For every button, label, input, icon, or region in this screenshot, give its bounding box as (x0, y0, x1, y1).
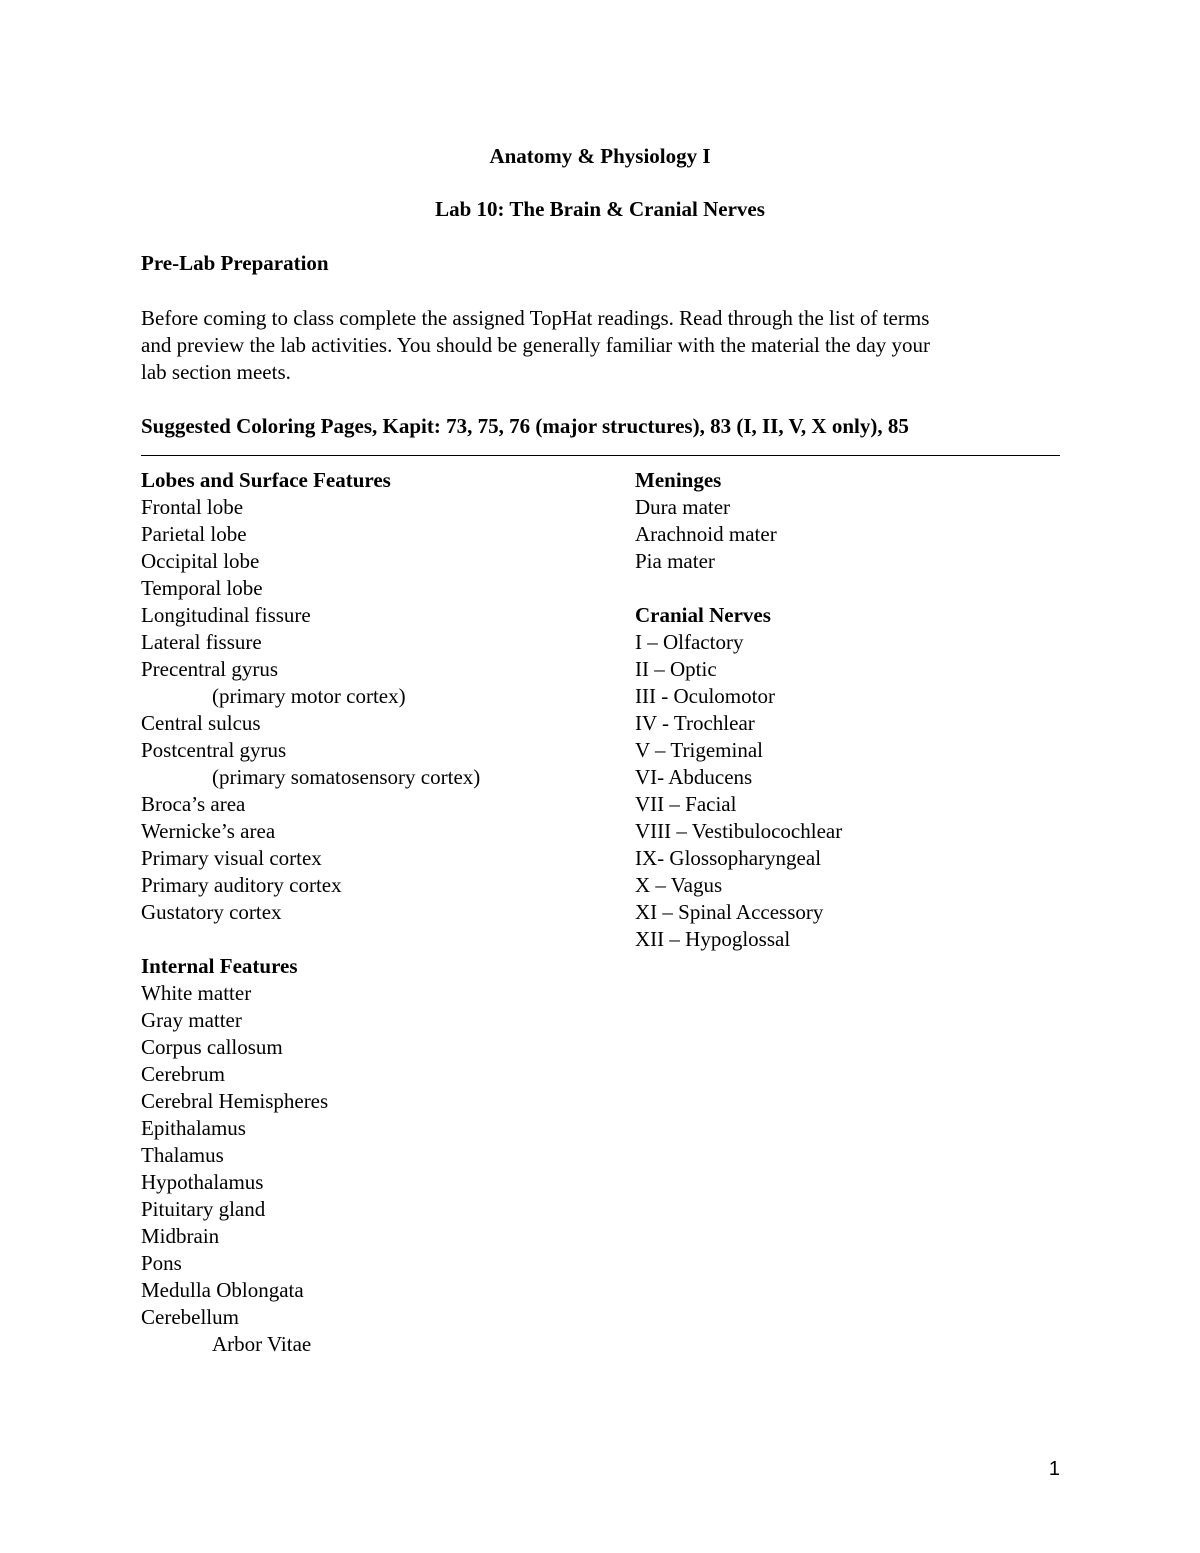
term-item: Precentral gyrus (141, 657, 279, 681)
spacer (141, 926, 611, 953)
term-item: White matter (141, 981, 252, 1005)
page-number: 1 (1048, 1458, 1060, 1480)
term-item: Cerebrum (141, 1062, 225, 1086)
term-item: Gustatory cortex (141, 900, 282, 924)
cranial-nerve-item: X – Vagus (635, 873, 723, 897)
course-title: Anatomy & Physiology I (489, 144, 711, 168)
cranial-nerve-item: III - Oculomotor (635, 684, 775, 708)
term-item: Broca’s area (141, 792, 246, 816)
prelab-line: lab section meets. (141, 360, 291, 384)
term-item: Arachnoid mater (635, 522, 777, 546)
left-column (141, 467, 611, 1358)
term-subitem: (primary somatosensory cortex) (212, 765, 481, 789)
term-item: Hypothalamus (141, 1170, 264, 1194)
term-item: Occipital lobe (141, 549, 260, 573)
cranial-nerve-item: VI- Abducens (635, 765, 753, 789)
cranial-nerve-item: IX- Glossopharyngeal (635, 846, 822, 870)
cranial-nerve-item: V – Trigeminal (635, 738, 763, 762)
prelab-line: Before coming to class complete the assigned TopHat readings. Read through the list of terms (141, 306, 930, 330)
term-item: Longitudinal fissure (141, 603, 311, 627)
meninges-heading: Meninges (635, 468, 722, 492)
cranial-nerve-item: VII – Facial (635, 792, 737, 816)
cranial-nerve-item: XI – Spinal Accessory (635, 900, 824, 924)
prelab-line: and preview the lab activities. You should be generally familiar with the material the day your (141, 333, 931, 357)
term-item: Lateral fissure (141, 630, 262, 654)
term-subitem: (primary motor cortex) (212, 684, 406, 708)
term-item: Cerebral Hemispheres (141, 1089, 329, 1113)
spacer (635, 575, 1055, 602)
term-item: Central sulcus (141, 711, 261, 735)
cranial-nerve-item: II – Optic (635, 657, 717, 681)
coloring-pages-heading: Suggested Coloring Pages, Kapit: 73, 75, 76 (major structures), 83 (I, II, V, X only), 85 (141, 414, 909, 438)
term-item: Corpus callosum (141, 1035, 283, 1059)
term-item: Midbrain (141, 1224, 220, 1248)
term-item: Epithalamus (141, 1116, 246, 1140)
prelab-heading: Pre-Lab Preparation (141, 251, 329, 275)
term-item: Medulla Oblongata (141, 1278, 304, 1302)
cranial-nerve-item: XII – Hypoglossal (635, 927, 791, 951)
cranial-nerves-heading: Cranial Nerves (635, 603, 771, 627)
prelab-paragraph (141, 305, 1051, 386)
term-item: Primary auditory cortex (141, 873, 342, 897)
term-item: Temporal lobe (141, 576, 263, 600)
term-item: Pituitary gland (141, 1197, 266, 1221)
term-item: Pia mater (635, 549, 715, 573)
term-item: Primary visual cortex (141, 846, 322, 870)
cranial-nerve-item: I – Olfactory (635, 630, 744, 654)
term-item: Pons (141, 1251, 182, 1275)
term-item: Frontal lobe (141, 495, 244, 519)
horizontal-rule (141, 455, 1060, 456)
cranial-nerve-item: VIII – Vestibulocochlear (635, 819, 843, 843)
lab-title: Lab 10: The Brain & Cranial Nerves (435, 197, 765, 221)
term-item: Thalamus (141, 1143, 224, 1167)
term-item: Parietal lobe (141, 522, 247, 546)
lobes-heading: Lobes and Surface Features (141, 468, 391, 492)
internal-features-heading: Internal Features (141, 954, 298, 978)
cranial-nerve-item: IV - Trochlear (635, 711, 755, 735)
right-column (635, 467, 1055, 953)
term-item: Wernicke’s area (141, 819, 276, 843)
term-item: Dura mater (635, 495, 731, 519)
term-subitem: Arbor Vitae (212, 1332, 312, 1356)
term-item: Gray matter (141, 1008, 242, 1032)
term-item: Cerebellum (141, 1305, 239, 1329)
term-item: Postcentral gyrus (141, 738, 287, 762)
